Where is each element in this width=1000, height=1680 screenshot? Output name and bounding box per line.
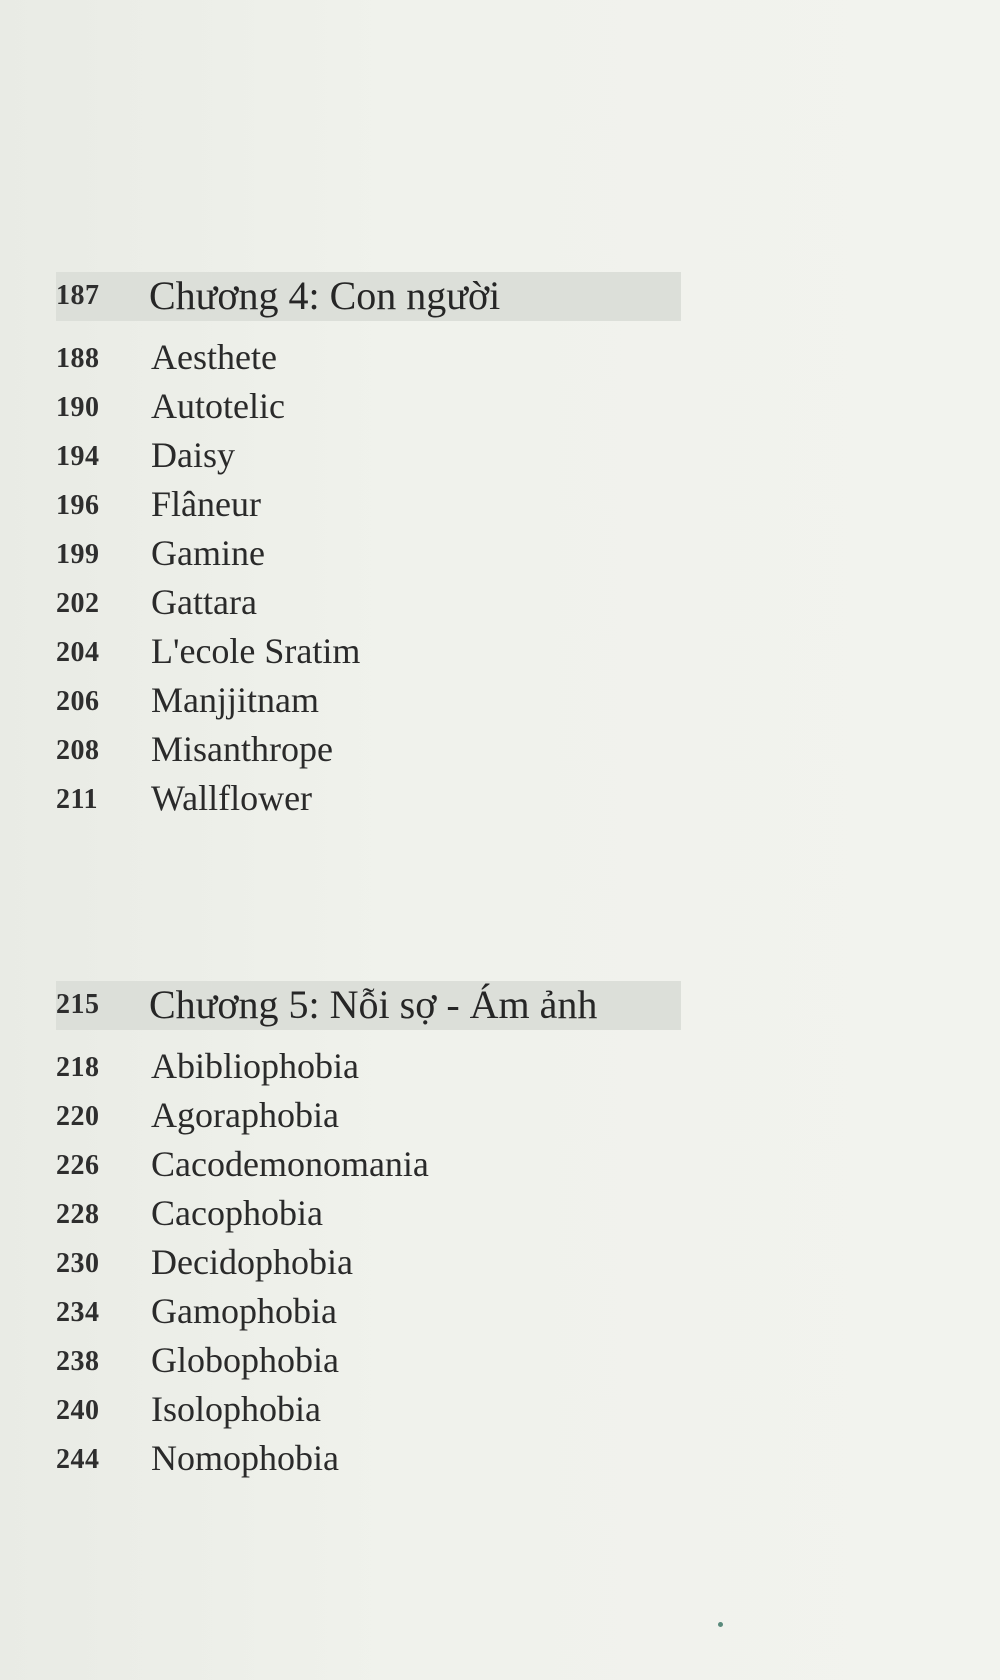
entry-list (0, 333, 1000, 823)
toc-entry (0, 1336, 1000, 1385)
toc-entry (0, 627, 1000, 676)
entry-title: Manjjitnam (151, 680, 319, 720)
entry-page-number: 208 (56, 735, 100, 766)
entry-title: Nomophobia (151, 1438, 339, 1478)
chapter-page-number: 187 (56, 280, 100, 311)
entry-title: Misanthrope (151, 729, 333, 769)
chapter-page-number: 215 (56, 989, 100, 1020)
entry-title: L'ecole Sratim (151, 631, 361, 671)
toc-entry (0, 1042, 1000, 1091)
entry-title: Abibliophobia (151, 1046, 359, 1086)
toc-entry (0, 431, 1000, 480)
entry-title: Gamophobia (151, 1291, 337, 1331)
entry-page-number: 204 (56, 637, 100, 668)
entry-title: Isolophobia (151, 1389, 321, 1429)
entry-title: Wallflower (151, 778, 313, 818)
entry-page-number: 240 (56, 1395, 100, 1426)
entry-page-number: 220 (56, 1101, 100, 1132)
entry-page-number: 199 (56, 539, 100, 570)
entry-title: Agoraphobia (151, 1095, 339, 1135)
entry-page-number: 234 (56, 1297, 100, 1328)
entry-title: Flâneur (151, 484, 261, 524)
entry-page-number: 228 (56, 1199, 100, 1230)
entry-title: Cacodemonomania (151, 1144, 429, 1184)
chapter-title: Chương 4: Con người (149, 273, 501, 318)
entry-list (0, 1042, 1000, 1483)
entry-page-number: 230 (56, 1248, 100, 1279)
toc-entry (0, 1385, 1000, 1434)
toc-entry (0, 382, 1000, 431)
entry-page-number: 196 (56, 490, 100, 521)
entry-page-number: 238 (56, 1346, 100, 1377)
entry-title: Decidophobia (151, 1242, 353, 1282)
entry-title: Daisy (151, 435, 235, 475)
chapter-section (0, 272, 1000, 818)
chapter-header (56, 272, 681, 321)
toc-entry (0, 1238, 1000, 1287)
chapter-title: Chương 5: Nỗi sợ - Ám ảnh (149, 982, 598, 1027)
entry-title: Gattara (151, 582, 257, 622)
toc-entry (0, 578, 1000, 627)
entry-page-number: 226 (56, 1150, 100, 1181)
toc-entry (0, 1434, 1000, 1483)
entry-page-number: 202 (56, 588, 100, 619)
chapter-section (0, 981, 1000, 1478)
entry-page-number: 206 (56, 686, 100, 717)
chapter-header (56, 981, 681, 1030)
toc-entry (0, 676, 1000, 725)
entry-title: Autotelic (151, 386, 285, 426)
toc-entry (0, 529, 1000, 578)
entry-title: Aesthete (151, 337, 277, 377)
entry-page-number: 188 (56, 343, 100, 374)
entry-page-number: 190 (56, 392, 100, 423)
entry-page-number: 218 (56, 1052, 100, 1083)
toc-entry (0, 480, 1000, 529)
entry-title: Cacophobia (151, 1193, 323, 1233)
entry-page-number: 211 (56, 784, 98, 815)
toc-entry (0, 1091, 1000, 1140)
entry-title: Globophobia (151, 1340, 339, 1380)
entry-page-number: 244 (56, 1444, 100, 1475)
entry-title: Gamine (151, 533, 265, 573)
ink-speck (718, 1622, 723, 1627)
toc-entry (0, 333, 1000, 382)
toc-entry (0, 1140, 1000, 1189)
toc-entry (0, 725, 1000, 774)
toc-entry (0, 774, 1000, 823)
toc-entry (0, 1189, 1000, 1238)
toc-entry (0, 1287, 1000, 1336)
entry-page-number: 194 (56, 441, 100, 472)
